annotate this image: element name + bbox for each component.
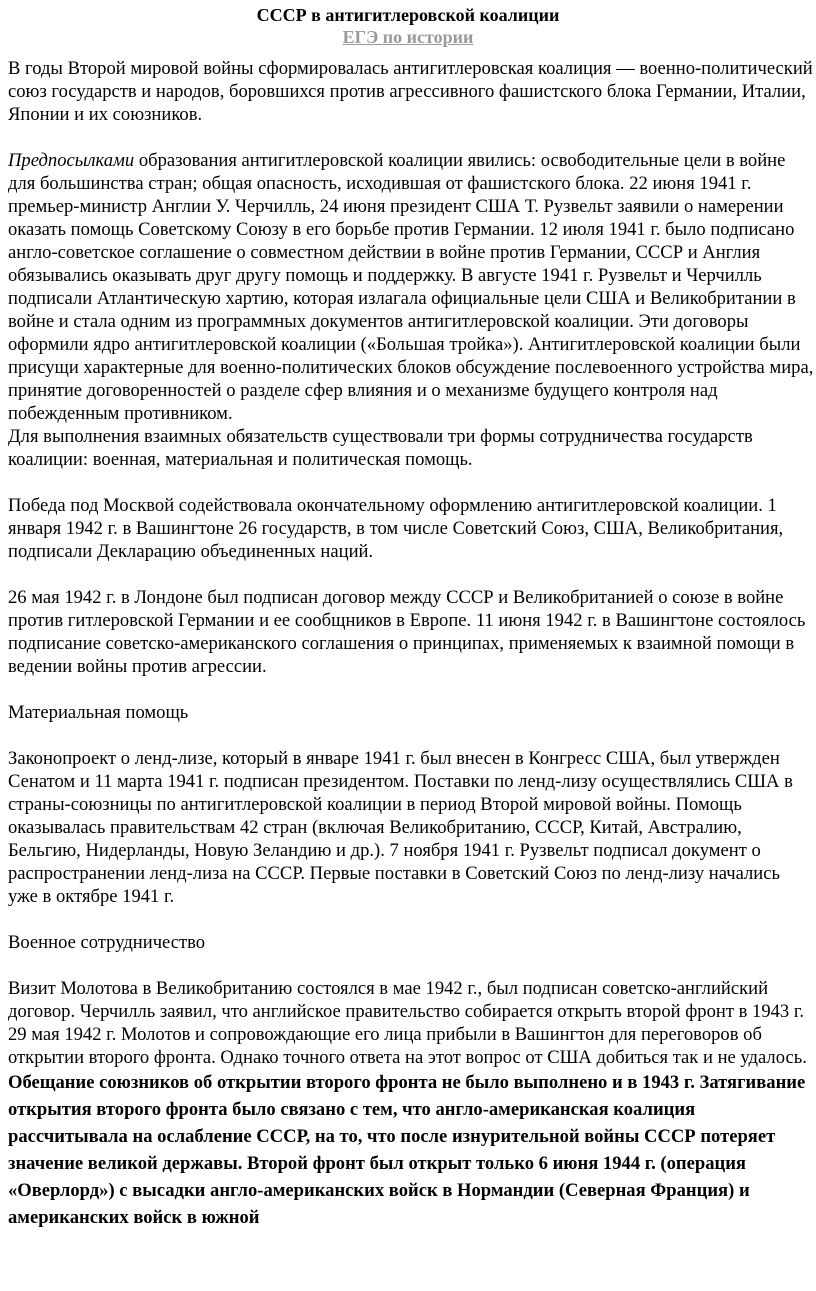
document-body [8, 57, 814, 1231]
paragraph-treaty: 26 мая 1942 г. в Лондоне был подписан договор между СССР и Великобританией о союзе в войне против гитлеровской Германии и ее сообщников в Европе. 11 июня 1942 г. в Вашингтоне состоялось подписание советско-американского соглашения о принципах, применяемых к взаимной помощи в ведении войны против агрессии. [8, 587, 806, 677]
paragraph-lend-lease: Законопроект о ленд-лизе, который в январе 1941 г. был внесен в Конгресс США, был утвержден Сенатом и 11 марта 1941 г. подписан президентом. Поставки по ленд-лизу осуществлялись США в страны-союзницы по антигитлеровской коалиции в период Второй мировой войны. Помощь оказывалась правительствам 42 стран (включая Великобританию, СССР, Китай, Австралию, Бельгию, Нидерланды, Новую Зеландию и др.). 7 ноября 1941 г. Рузвельт подписал документ о распространении ленд-лиза на СССР. Первые поставки в Советский Союз по ленд-лизу начались уже в октябре 1941 г. [8, 748, 793, 907]
prerequisites-emphasis: Предпосылками [8, 150, 135, 171]
paragraph-intro: В годы Второй мировой войны сформировалась антигитлеровская коалиция — военно-политический союз государств и народов, боровшихся против агрессивного фашистского блока Германии, Италии, Японии и их союзников. [8, 58, 813, 125]
paragraph-molotov: Визит Молотова в Великобританию состоялся в мае 1942 г., был подписан советско-английский договор. Черчилль заявил, что английское правительство собирается открыть второй фронт в 1943 г. 29 мая 1942 г. Молотов и сопровождающие его лица прибыли в Вашингтон для переговоров об открытии второго фронта. Однако точного ответа на этот вопрос от США добиться так и не удалось. [8, 978, 807, 1068]
paragraph-prerequisites [8, 149, 814, 425]
subtitle-link[interactable]: ЕГЭ по истории [342, 27, 474, 47]
document-title: СССР в антигитлеровской коалиции [256, 5, 560, 25]
heading-material-aid: Материальная помощь [8, 702, 189, 723]
document-subtitle [0, 27, 816, 47]
paragraph-second-front: Обещание союзников об открытии второго фронта не было выполнено и в 1943 г. Затягивание открытия второго фронта было связано с тем, что англо-американская коалиция рассчитывала на ослабление СССР, на то, что после изнурительной войны СССР потеряет значение великой державы. Второй фронт был открыт только 6 июня 1944 г. (операция «Оверлорд») с высадки англо-американских войск в Нормандии (Северная Франция) и американских войск в южной [8, 1072, 806, 1228]
paragraph-forms: Для выполнения взаимных обязательств существовали три формы сотрудничества государств коалиции: военная, материальная и политическая помощь. [8, 426, 753, 470]
paragraph-moscow: Победа под Москвой содействовала окончательному оформлению антигитлеровской коалиции. 1 января 1942 г. в Вашингтоне 26 государств, в том числе Советский Союз, США, Великобритания, подписали Декларацию объединенных наций. [8, 495, 784, 562]
prerequisites-text: образования антигитлеровской коалиции явились: освободительные цели в войне для большинства стран; общая опасность, исходившая от фашистского блока. 22 июня 1941 г. премьер-министр Англии У. Черчилль, 24 июня президент США Т. Рузвельт заявили о намерении оказать помощь Советскому Союзу в его борьбе против Германии. 12 июля 1941 г. было подписано англо-советское соглашение о совместном действии в войне против Германии, СССР и Англия обязывались оказывать друг другу помощь и поддержку. В августе 1941 г. Рузвельт и Черчилль подписали Атлантическую хартию, которая излагала официальные цели США и Великобритании в войне и стала одним из программных документов антигитлеровской коалиции. Эти договоры оформили ядро антигитлеровской коалиции («Большая тройка»). Антигитлеровской коалиции были присущи характерные для военно-политических блоков обсуждение послевоенного устройства мира, принятие договоренностей о разделе сфер влияния и о механизме будущего контроля над побежденным противником. [8, 150, 814, 424]
heading-military-cooperation: Военное сотрудничество [8, 932, 206, 953]
